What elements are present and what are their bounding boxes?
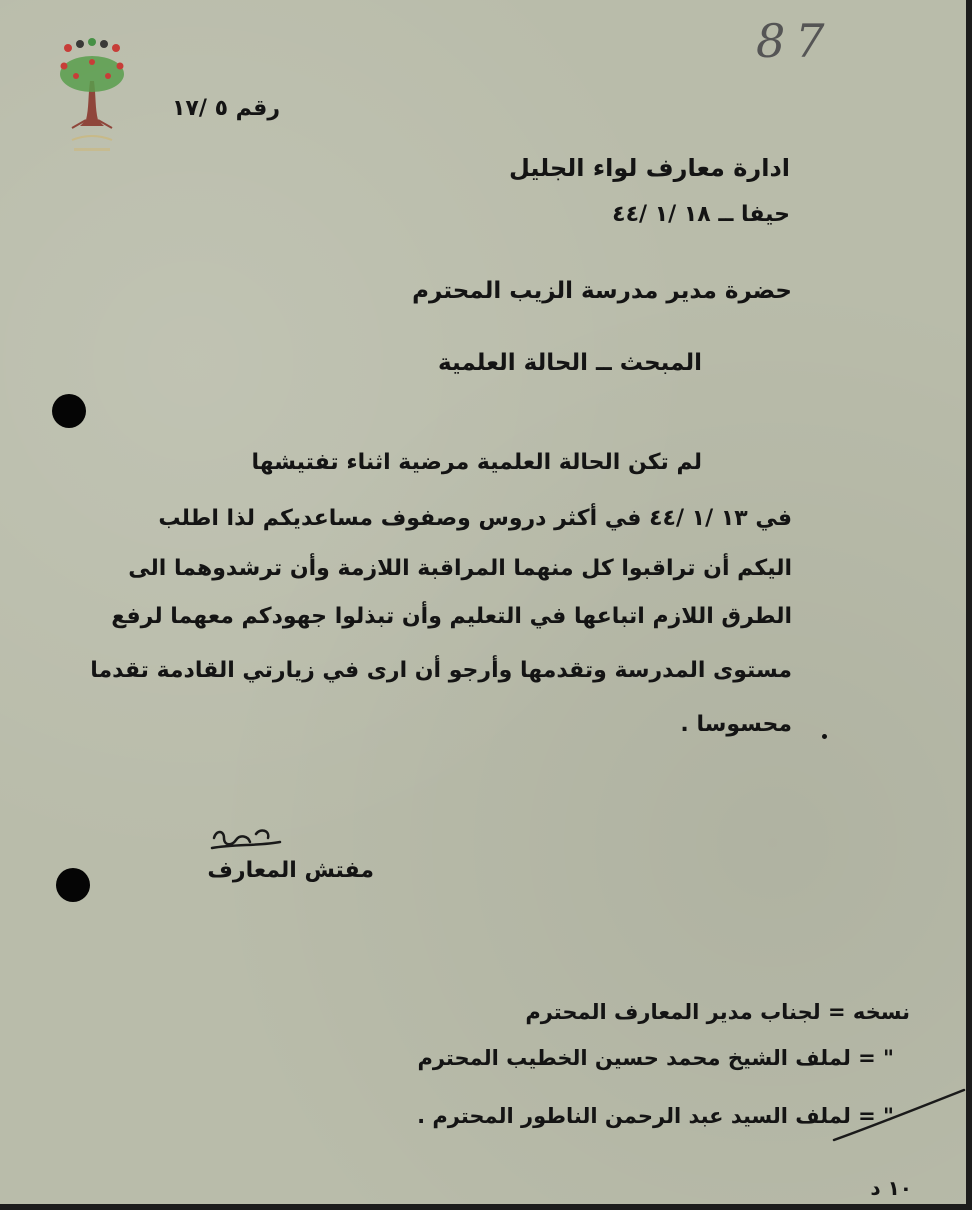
scan-border-right — [966, 0, 972, 1210]
subject-line: المبحث ــ الحالة العلمية — [438, 350, 702, 376]
stray-mark — [822, 734, 827, 739]
reference-number: رقم ٥ /١٧ — [172, 96, 280, 121]
scan-border-bottom — [0, 1204, 972, 1210]
pen-stroke — [828, 1088, 966, 1148]
folio-number: 87 — [756, 14, 835, 68]
sender-office: ادارة معارف لواء الجليل — [508, 154, 790, 182]
copy-line: نسخه = لجناب مدير المعارف المحترم — [525, 1000, 910, 1024]
punch-hole-icon — [52, 394, 86, 428]
body-line: في ١٣ /١ /٤٤ في أكثر دروس وصفوف مساعديكم لذا اطلب — [158, 506, 792, 531]
copy-line: " = لملف الشيخ محمد حسين الخطيب المحترم — [417, 1046, 894, 1070]
body-line: مستوى المدرسة وتقدمها وأرجو أن ارى في زيارتي القادمة تقدما — [90, 658, 792, 683]
signature-title: مفتش المعارف — [207, 858, 374, 883]
place-date: حيفا ــ ١٨ /١ /٤٤ — [612, 202, 790, 227]
body-line: الطرق اللازم اتباعها في التعليم وأن تبذلوا جهودكم معهما لرفع — [111, 604, 792, 629]
copy-line: " = لملف السيد عبد الرحمن الناطور المحترم . — [417, 1104, 894, 1128]
body-line: لم تكن الحالة العلمية مرضية اثناء تفتيشها — [251, 450, 702, 475]
punch-hole-icon — [56, 868, 90, 902]
addressee: حضرة مدير مدرسة الزيب المحترم — [412, 278, 792, 304]
footer-code: ١٠ د — [870, 1176, 912, 1200]
tree-logo-icon — [52, 36, 132, 166]
body-line: محسوسا . — [680, 712, 792, 737]
body-line: اليكم أن تراقبوا كل منهما المراقبة اللازمة وأن ترشدوهما الى — [128, 556, 792, 581]
